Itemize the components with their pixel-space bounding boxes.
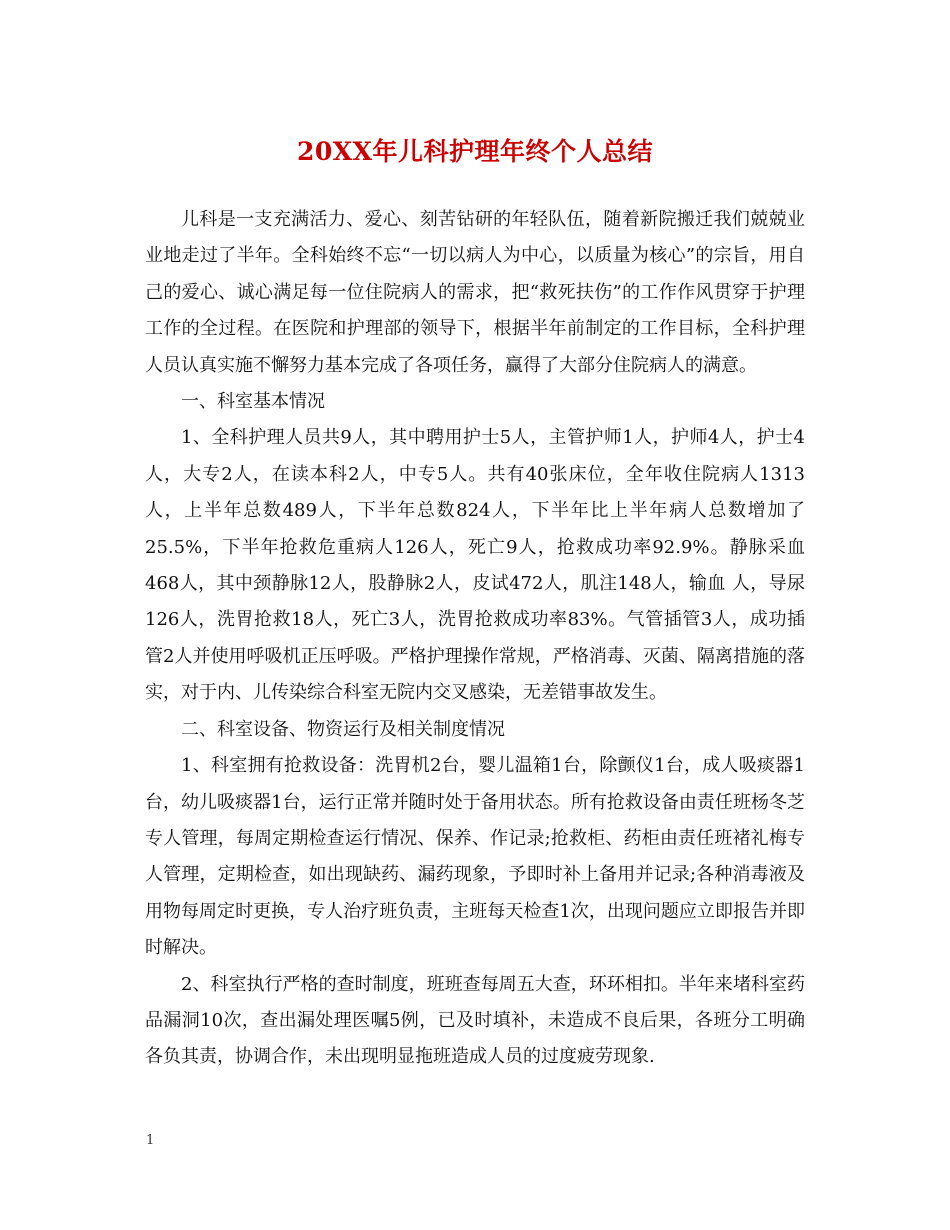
inspection-system-paragraph: 2、科室执行严格的查时制度，班班查每周五大查，环环相扣。半年来堵科室药品漏洞10次，查出漏处理医嘱5例，已及时填补，未造成不良后果，各班分工明确各负其责，协调合作，未出现明显拖班造成人员的过度疲劳现象.: [145, 973, 805, 1068]
section-heading-basic-situation: 一、科室基本情况: [181, 391, 325, 413]
intro-paragraph: 儿科是一支充满活力、爱心、刻苦钻研的年轻队伍，随着新院搬迁我们兢兢业业地走过了半年。全科始终不忘“一切以病人为中心，以质量为核心”的宗旨，用自己的爱心、诚心满足每一位住院病人的需求，把“救死扶伤”的工作作风贯穿于护理工作的全过程。在医院和护理部的领导下，根据半年前制定的工作目标，全科护理人员认真实施不懈努力基本完成了各项任务，赢得了大部分住院病人的满意。: [145, 209, 805, 376]
staffing-statistics-paragraph: 1、全科护理人员共9人，其中聘用护士5人，主管护师1人，护师4人，护士4人，大专2人，在读本科2人，中专5人。共有40张床位，全年收住院病人1313人，上半年总数489人，下半年总数824人，下半年比上半年病人总数增加了25.5%，下半年抢救危重病人126人，死亡9人，抢救成功率92.9%。静脉采血468人，其中颈静脉12人，股静脉2人，皮试472人，肌注148人，输血 人，导尿126人，洗胃抢救18人，死亡3人，洗胃抢救成功率83%。气管插管3人，成功插管2人并使用呼吸机正压呼吸。严格护理操作常规，严格消毒、灭菌、隔离措施的落实，对于内、儿传染综合科室无院内交叉感染，无差错事故发生。: [145, 427, 805, 704]
document-body: [145, 202, 805, 1076]
section-heading-equipment: 二、科室设备、物资运行及相关制度情况: [181, 718, 505, 740]
equipment-paragraph: 1、科室拥有抢救设备：洗胃机2台，婴儿温箱1台，除颤仪1台，成人吸痰器1台，幼儿吸痰器1台，运行正常并随时处于备用状态。所有抢救设备由责任班杨冬芝专人管理，每周定期检查运行情况、保养、作记录;抢救柜、药柜由责任班褚礼梅专人管理，定期检查，如出现缺药、漏药现象，予即时补上备用并记录;各种消毒液及用物每周定时更换，专人治疗班负责，主班每天检查1次，出现问题应立即报告并即时解决。: [145, 755, 805, 959]
page-number: 1: [146, 1133, 155, 1148]
document-title: 20XX年儿科护理年终个人总结: [296, 137, 654, 166]
